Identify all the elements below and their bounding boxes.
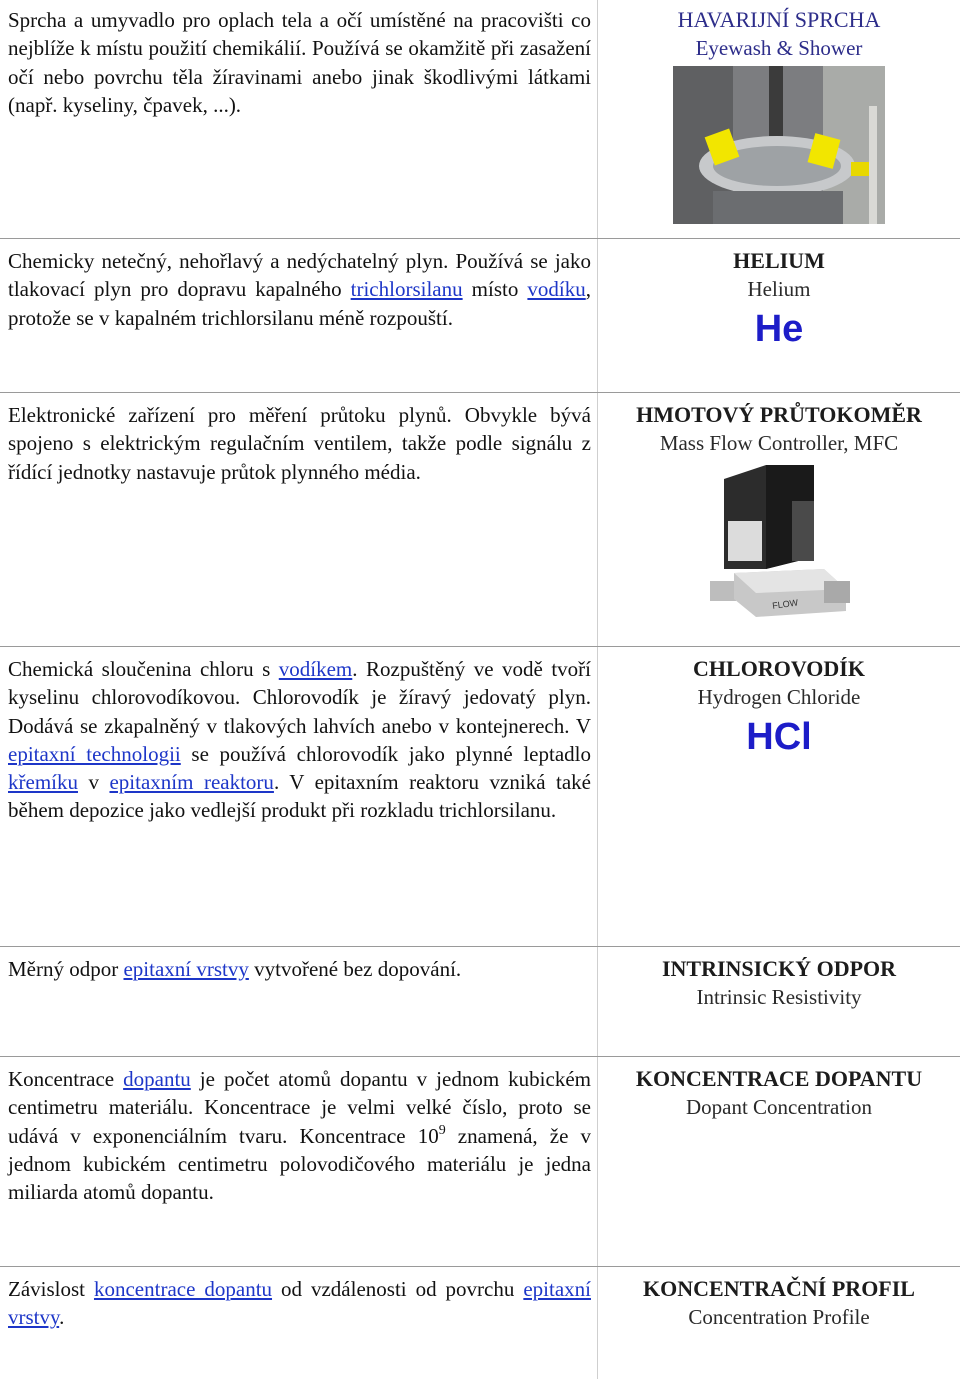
link-epitaxni-reaktor[interactable]: epitaxním reaktoru [109, 770, 274, 795]
flow-label: FLOW [771, 597, 799, 611]
eyewash-shower-photo [673, 66, 885, 224]
entry-translation: Concentration Profile [688, 1305, 870, 1329]
link-kremik[interactable]: křemíku [8, 770, 78, 795]
entry-term: INTRINSICKÝ ODPOR [661, 956, 897, 981]
link-dopant[interactable]: dopantu [123, 1067, 191, 1091]
chemical-symbol: HCl [746, 716, 812, 758]
entry-term: HAVARIJNÍ SPRCHA [677, 7, 881, 32]
entry-translation: Intrinsic Resistivity [696, 985, 862, 1009]
glossary-row-dopant-concentration [0, 1056, 960, 1267]
entry-description: Koncentrace dopantu je počet atomů dopantu v jednom kubickém centimetru materiálu. Koncentrace je velmi velké číslo, proto se udává v exponenciálním tvaru. Koncentrace $10^9$ znamená, že v jednom kubickém centimetru polovodičového materiálu je jedna miliarda atomů dopantu. [8, 1067, 591, 1205]
link-vodikem[interactable]: vodíkem [278, 657, 353, 681]
entry-description: Chemická sloučenina chloru s vodíkem. Rozpuštěný ve vodě tvoří kyselinu chlorovodíkovou. Chlorovodík je žíravý jedovatý plyn. Dodává se zkapalněný v tlakových lahvích anebo v kontejnerech. V epitaxní technologii se používá chlorovodík jako plynné leptadlo křemíku v epitaxním reaktoru. V epitaxním reaktoru vzniká také během depozice jako vedlejší produkt při rozkladu trichlorsilanu. [8, 657, 591, 823]
chemical-symbol: He [754, 308, 804, 350]
glossary-row-concentration-profile [0, 1266, 960, 1379]
entry-translation: Dopant Concentration [685, 1095, 873, 1119]
glossary-row-eyewash [0, 0, 960, 238]
entry-term: HMOTOVÝ PRŮTOKOMĚR [636, 402, 922, 427]
link-epitaxni-vrstva[interactable]: epitaxní vrstvy [123, 957, 249, 981]
link-koncentrace-dopantu[interactable]: koncentrace dopantu [93, 1277, 273, 1301]
mass-flow-controller-photo [706, 461, 852, 633]
link-vodik[interactable]: vodíku [527, 277, 586, 302]
entry-description: Chemicky netečný, nehořlavý a nedýchatelný plyn. Používá se jako tlakovací plyn pro dopravu kapalného trichlorsilanu místo vodíku, protože se v kapalném trichlorsilanu méně rozpouští. [8, 249, 591, 330]
glossary-row-mfc [0, 392, 960, 647]
glossary-row-intrinsic [0, 946, 960, 1057]
entry-translation: Mass Flow Controller, MFC [659, 431, 899, 455]
entry-description: Závislost koncentrace dopantu od vzdálenosti od povrchu epitaxní vrstvy. [8, 1277, 591, 1330]
entry-description: Elektronické zařízení pro měření průtoku plynů. Obvykle bývá spojeno s elektrickým regulačním ventilem, takže podle signálu z řídící jednotky nastavuje průtok plynného média. [8, 403, 591, 484]
link-epitaxni-technologie[interactable]: epitaxní technologii [8, 741, 181, 766]
link-trichlorsilan[interactable]: trichlorsilanu [350, 277, 463, 302]
entry-translation: Helium [747, 277, 811, 301]
exponent: 9 [438, 1122, 446, 1138]
glossary-row-helium [0, 238, 960, 393]
glossary-row-hcl [0, 646, 960, 947]
entry-translation: Hydrogen Chloride [697, 685, 861, 709]
entry-term: CHLOROVODÍK [693, 656, 865, 681]
entry-term: KONCENTRAČNÍ PROFIL [643, 1276, 915, 1301]
link-epitaxni-vrstvy[interactable]: epitaxní vrstvy [8, 1277, 591, 1330]
entry-translation: Eyewash & Shower [695, 36, 863, 60]
entry-term: KONCENTRACE DOPANTU [635, 1066, 923, 1091]
entry-description: Sprcha a umyvadlo pro oplach tela a očí umístěné na pracovišti co nejblíže k místu použití chemikálií. Používá se okamžitě při zasažení očí nebo povrchu těla žíravinami anebo jinak škodlivými látkami (např. kyseliny, čpavek, ...). [8, 8, 591, 117]
entry-term: HELIUM [733, 248, 825, 273]
entry-description: Měrný odpor epitaxní vrstvy vytvořené bez dopování. [8, 957, 462, 981]
